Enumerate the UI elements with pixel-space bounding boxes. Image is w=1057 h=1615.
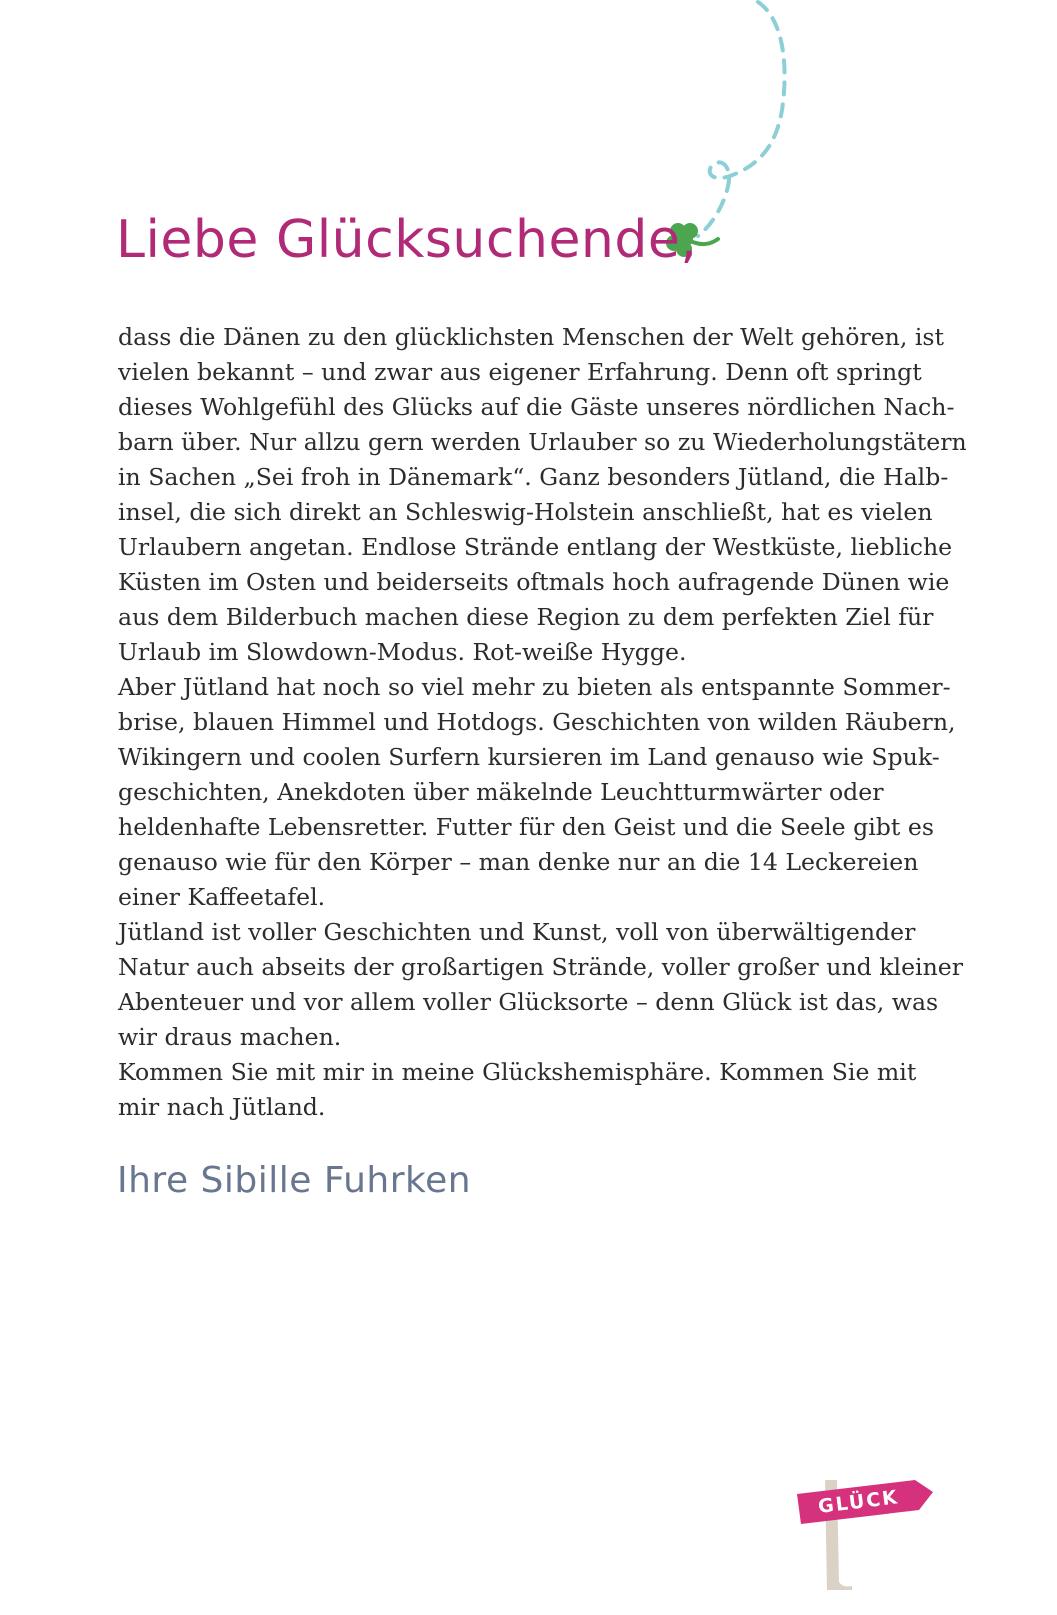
- body-line: insel, die sich direkt an Schleswig-Holstein anschließt, hat es vielen: [118, 498, 933, 526]
- body-line: brise, blauen Himmel und Hotdogs. Geschichten von wilden Räubern,: [118, 708, 956, 736]
- body-line: heldenhafte Lebensretter. Futter für den Geist und die Seele gibt es: [118, 813, 934, 841]
- body-line: Urlaub im Slowdown-Modus. Rot-weiße Hygge.: [118, 638, 687, 666]
- body-line: in Sachen „Sei froh in Dänemark“. Ganz besonders Jütland, die Halb-: [118, 463, 949, 491]
- body-line: mir nach Jütland.: [118, 1093, 326, 1121]
- body-line: Natur auch abseits der großartigen Strände, voller großer und kleiner: [118, 953, 964, 981]
- body-line: Küsten im Osten und beiderseits oftmals hoch aufragende Dünen wie: [118, 568, 950, 596]
- body-line: wir draus machen.: [118, 1023, 342, 1051]
- signpost-icon: [797, 1470, 939, 1590]
- letter-body: [118, 320, 967, 1125]
- dashed-path-decoration: [690, 0, 830, 250]
- body-line: dass die Dänen zu den glücklichsten Menschen der Welt gehören, ist: [118, 323, 945, 351]
- greeting-heading: Liebe Glücksuchende,: [116, 210, 698, 270]
- body-line: aus dem Bilderbuch machen diese Region zu dem perfekten Ziel für: [118, 603, 934, 631]
- body-line: dieses Wohlgefühl des Glücks auf die Gäste unseres nördlichen Nach-: [118, 393, 955, 421]
- body-line: Abenteuer und vor allem voller Glücksorte – denn Glück ist das, was: [118, 988, 939, 1016]
- body-line: Urlaubern angetan. Endlose Strände entlang der Westküste, liebliche: [118, 533, 953, 561]
- body-line: Aber Jütland hat noch so viel mehr zu bieten als entspannte Sommer-: [118, 673, 951, 701]
- body-line: geschichten, Anekdoten über mäkelnde Leuchtturmwärter oder: [118, 778, 884, 806]
- body-line: barn über. Nur allzu gern werden Urlauber so zu Wiederholungstätern: [118, 428, 967, 456]
- body-line: genauso wie für den Körper – man denke nur an die 14 Leckereien: [118, 848, 919, 876]
- body-line: vielen bekannt – und zwar aus eigener Erfahrung. Denn oft springt: [118, 358, 922, 386]
- signature: Ihre Sibille Fuhrken: [117, 1160, 472, 1201]
- body-line: Jütland ist voller Geschichten und Kunst, voll von überwältigender: [118, 918, 916, 946]
- body-line: einer Kaffeetafel.: [118, 883, 326, 911]
- body-line: Wikingern und coolen Surfern kursieren im Land genauso wie Spuk-: [118, 743, 940, 771]
- signpost-label: GLÜCK: [816, 1486, 901, 1518]
- body-line: Kommen Sie mit mir in meine Glückshemisphäre. Kommen Sie mit: [118, 1058, 917, 1086]
